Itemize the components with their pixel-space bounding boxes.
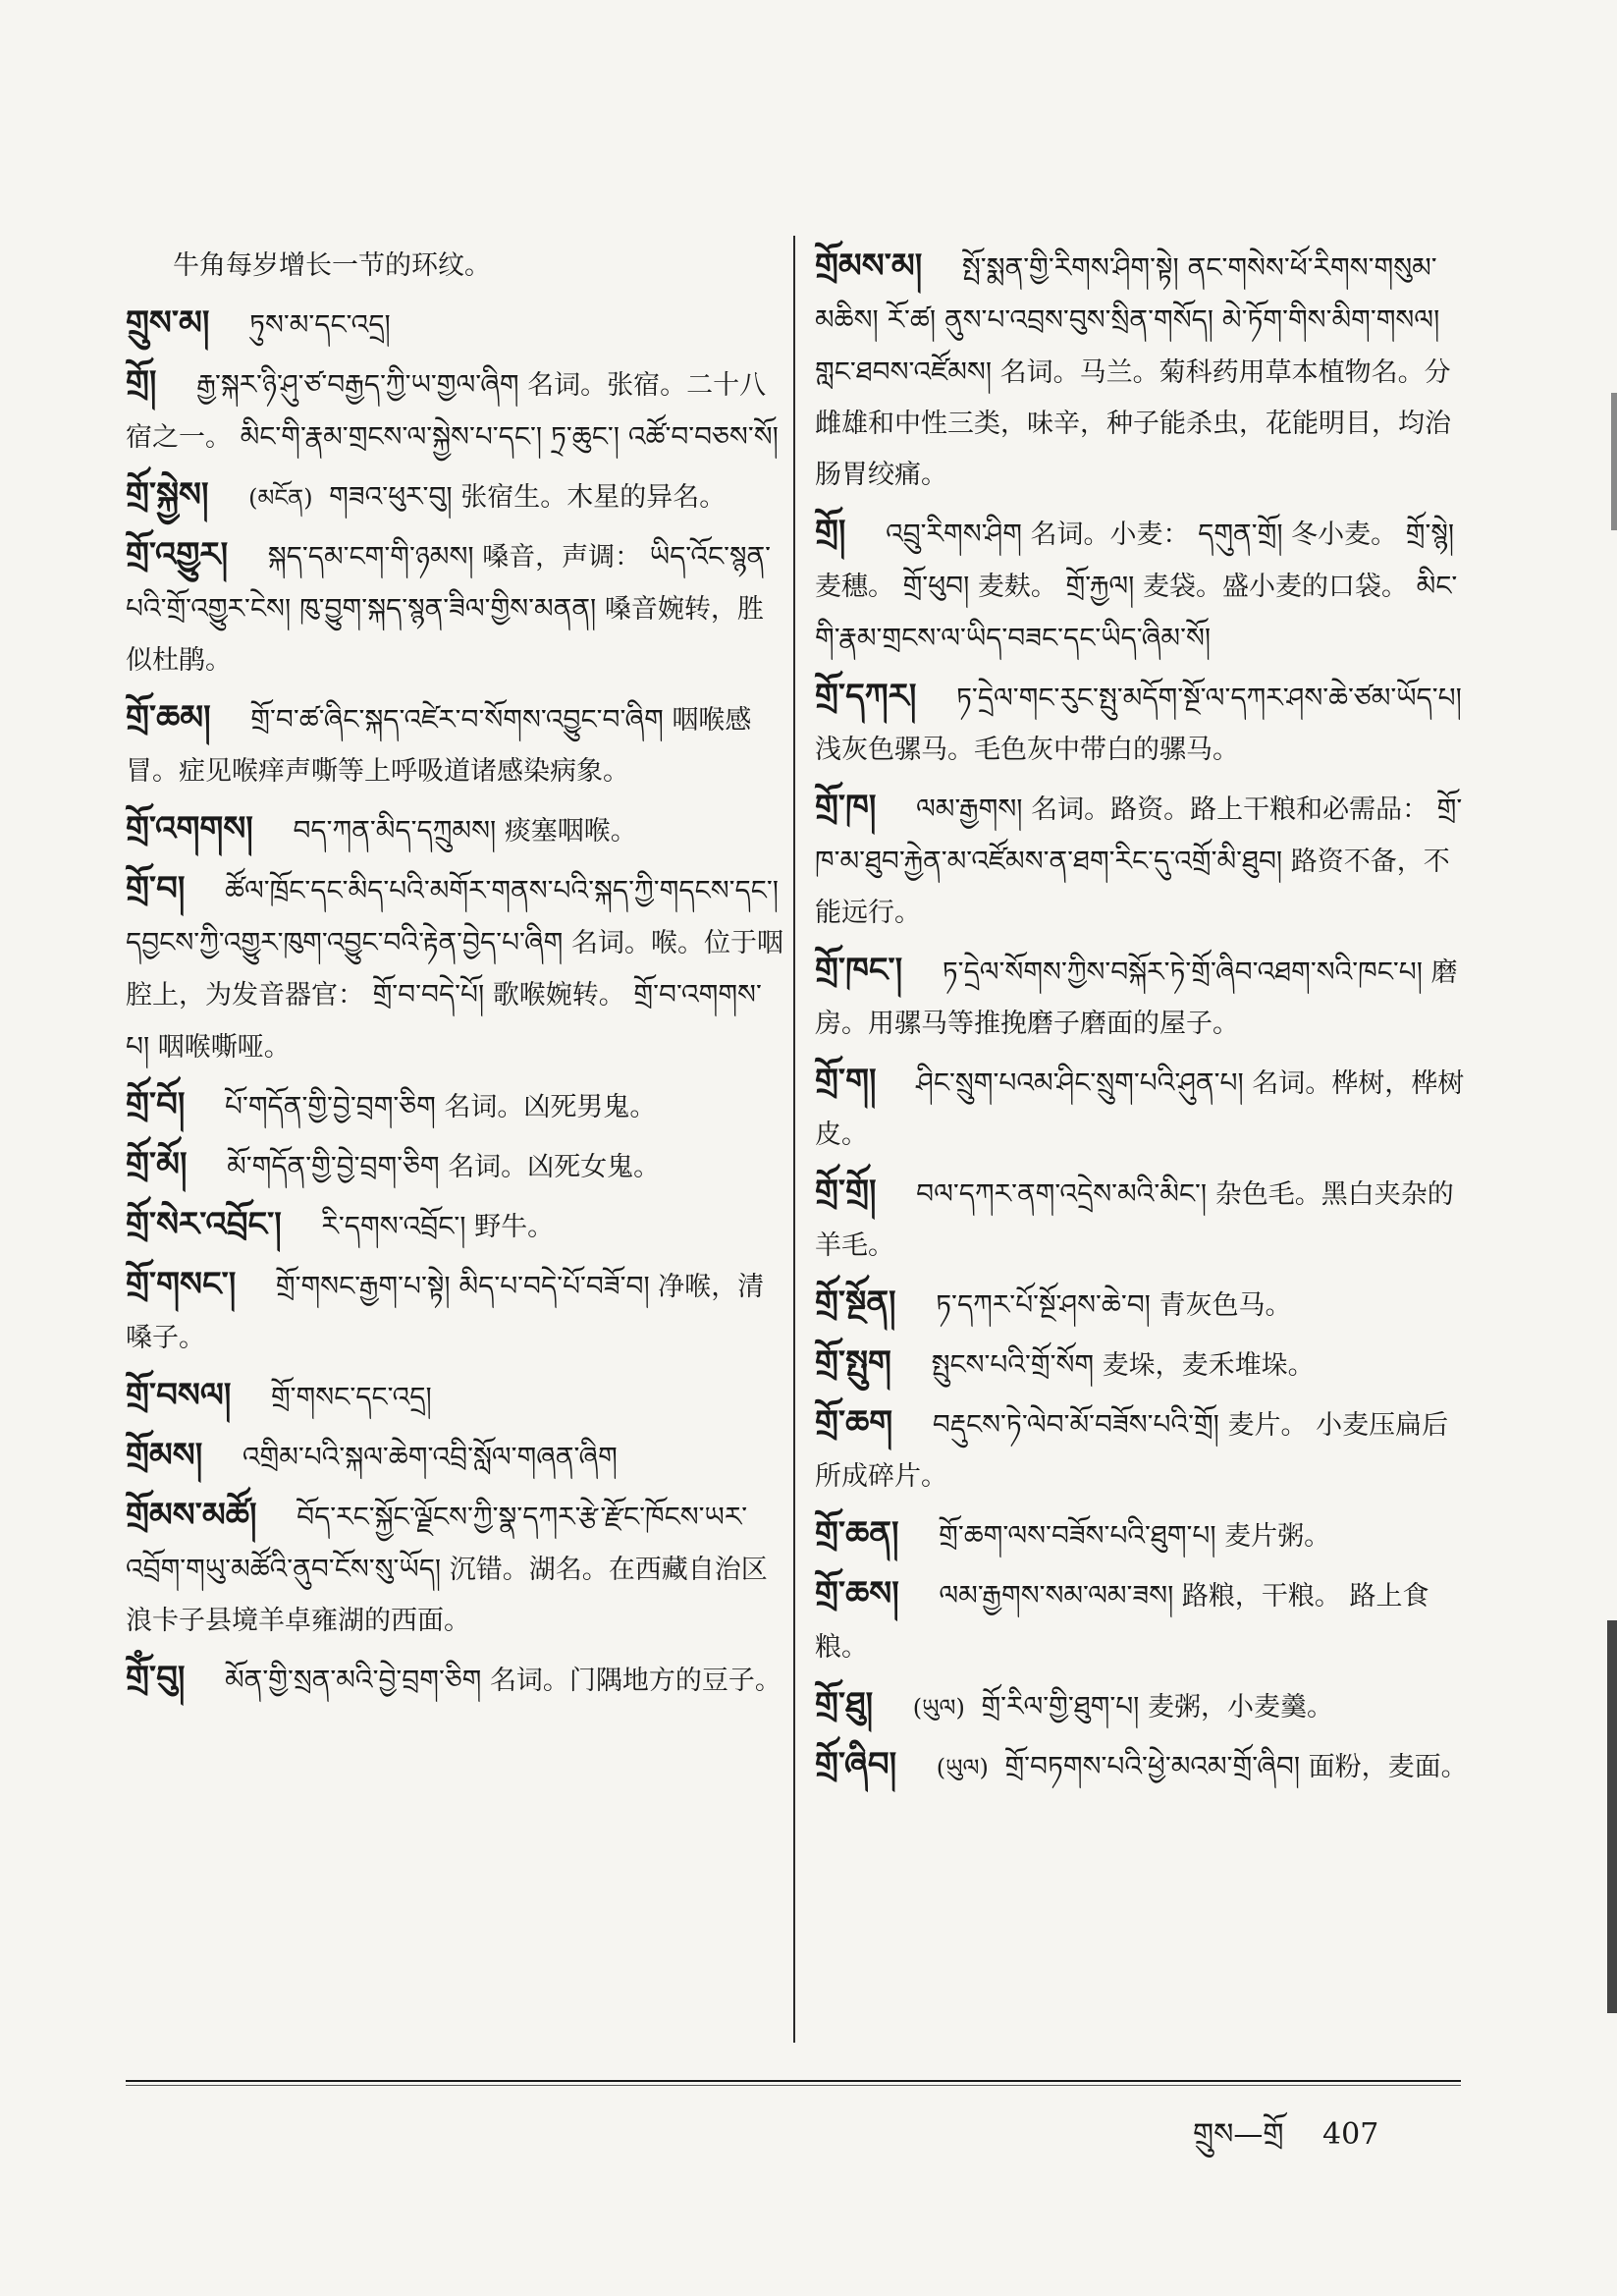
entry-headword: གྲོམས་མཚོ། [126,1496,257,1535]
footer-rule-thin [126,2085,1461,2086]
entry-headword: གྲོ། [815,513,846,552]
entry-headword: གྲོ་སྐྱེས། [126,475,209,515]
entry-definition-chinese: 麦片粥。 [1224,1521,1331,1552]
dictionary-entry [126,1079,783,1133]
entry-definition-chinese: 嗓音，声调： [482,542,642,573]
entry-definition-chinese: 麦粥，小麦羹。 [1147,1692,1333,1722]
entry-definition-tibetan: ལམ་རྒྱགས། [916,793,1023,825]
entry-definition-tibetan: ཏ་དྲེལ་གང་རུང་སྤུ་མདོག་སྔོ་ལ་དཀར་ཤས་ཆེ་ཙམ་ཡོད་པ། [956,682,1462,714]
entry-headword: གྲོ་ཆག [815,1403,893,1443]
entry-headword: གྲོ་འགྱུར། [126,535,229,574]
entry-headword: གྲོ་ཞིབ། [815,1745,897,1784]
entry-headword: གྲོ་གྲོ། [815,1173,877,1212]
dictionary-entry [126,1259,783,1364]
entry-definition-tibetan: གྲོ་གསང་རྒྱག་པ་སྟེ། མིད་པ་བདེ་པོ་བཟོ་བ། [275,1270,650,1302]
example-chinese: 咽喉嘶哑。 [157,1032,291,1063]
entry-definition-chinese: 杂色毛。黑白夹杂的羊毛。 [815,1179,1454,1261]
dictionary-entry [815,1568,1473,1673]
entry-headword: གྲོ་ག། [815,1062,877,1101]
entry-definition-tibetan: རི་དགས་འབྲོང་། [321,1210,466,1242]
entry-definition-chinese: 名词。凶死男鬼。 [444,1092,657,1122]
entry-headword: གྲོ་གསང་། [126,1265,237,1304]
page-footer [1193,2102,1378,2184]
dictionary-entry [126,298,783,352]
page-range: གྲུས—གྲོ [1193,2117,1284,2152]
entry-definition-chinese: 名词。路资。路上干粮和必需品： [1031,794,1429,825]
entry-definition-chinese: 路粮，干粮。 [1181,1581,1341,1612]
dictionary-entry [815,1056,1473,1161]
entry-definition-chinese: 名词。小麦： [1030,519,1190,550]
entry-definition-tibetan: ཤིང་སྲུག་པའམ་ཤིང་སྲུག་པའི་ཤུན་པ། [916,1066,1244,1099]
dictionary-entry [126,1370,783,1424]
dictionary-entry [815,782,1473,939]
entry-definition-tibetan: སྤོ་སྨན་གྱི་རིགས་ཤིག་སྟེ། ནང་གསེས་ཕོ་རིགས་གསུམ་མཆིས། རོ་ཚ། ནུས་པ་འབྲས་བུས་སྲིན་གསོད། མེ་ཏོག་གིས་མིག་གསལ། གླང་ཐབས་འཛོམས། [815,251,1440,388]
dictionary-entry [126,469,783,523]
dictionary-entry [815,1679,1473,1733]
entry-definition-chinese: 麦垛，麦禾堆垛。 [1102,1350,1315,1381]
entry-definition-tibetan: ལམ་རྒྱགས་སམ་ལམ་ཟས། [939,1579,1174,1612]
entry-continuation: 牛角每岁增长一节的环纹。 [173,250,491,281]
dictionary-entry [815,1397,1473,1503]
dictionary-entry [126,357,783,464]
entry-headword: གྲོ། [126,363,157,403]
column-divider [793,236,795,2043]
entry-definition-tibetan: བལ་དཀར་ནག་འདྲེས་མའི་མིང་། [916,1177,1208,1210]
entry-definition-chinese: 名词。张宿。二十八宿之一。 [126,370,767,453]
entry-definition-tibetan: ཏུས་མ་དང་འདྲ། [249,308,391,341]
usage-tag: (ཡུལ) [912,1694,965,1722]
example-chinese: 小麦压扁后所成碎片。 [815,1410,1449,1492]
dictionary-entry [126,692,783,797]
entry-definition-chinese: 名词。马兰。菊科药用草本植物名。分雌雄和中性三类，味辛，种子能杀虫，花能明目，均治肠胃绞痛。 [815,357,1451,490]
entry-headword: གྲོམས། [126,1436,203,1475]
entry-headword: གྲོ་སེར་འབྲོང་། [126,1205,282,1244]
entry-definition-tibetan: གྲོ་གསང་དང་འདྲ། [270,1381,432,1413]
entry-headword: གྲོ་སྤུག [815,1343,891,1383]
entry-headword: གྲོ་ཐུ། [815,1685,874,1724]
entry-definition-tibetan: སྤུངས་པའི་གྲོ་སོག [931,1348,1095,1381]
dictionary-entry [126,1430,783,1484]
entry-definition-chinese: 痰塞咽喉。 [504,816,637,847]
entry-headword: གྲོ་མོ། [126,1145,188,1184]
dictionary-entry [126,803,783,857]
dictionary-entry [815,671,1473,776]
entry-definition-tibetan: རྒྱ་སྐར་ཉི་ཤུ་ཙ་བརྒྱད་ཀྱི་ཡ་གྱལ་ཞིག [196,368,519,401]
entry-definition-tibetan: གྲོ་བཏགས་པའི་ཕྱེ་མའམ་གྲོ་ཞིབ། [1004,1750,1301,1782]
footer-rule [126,2080,1461,2082]
dictionary-entry [126,241,783,292]
entry-definition-chinese: 名词。桦树，桦树皮。 [815,1068,1465,1150]
entry-headword: གྲོ་དཀར། [815,677,917,716]
dictionary-entry [126,1490,783,1647]
entry-definition-chinese: 名词。喉。位于咽腔上，为发音器官： [126,928,783,1011]
example-tibetan: གྲོ་རྐྱལ། [1065,570,1135,602]
dictionary-entry [815,1167,1473,1272]
entry-headword: གྲོ་ཆན། [815,1514,899,1554]
entry-definition-chinese: 野牛。 [474,1212,555,1242]
entry-headword: གྲོཾ་བུ། [126,1659,186,1698]
entry-definition-tibetan: ཏ་དྲེལ་སོགས་ཀྱིས་བསྐོར་ཏེ་གྲོ་ཞིབ་འཐག་སའི་ཁང་པ། [942,956,1423,988]
entry-headword: གྲོ་ཆམ། [126,698,211,738]
left-column [126,241,783,1713]
entry-definition-chinese: 麦片。 [1227,1410,1308,1441]
example-tibetan: དགུན་གྲོ། [1198,518,1283,550]
entry-definition-tibetan: བརྡུངས་ཏེ་ལེབ་མོ་བཟོས་པའི་གྲོ། [932,1408,1219,1441]
entry-definition-tibetan: ཏ་དཀར་པོ་སྔོ་ཤས་ཆེ་བ། [936,1288,1151,1321]
example-tibetan: མིང་གི་རྣམ་གྲངས་ལ་སྐྱེས་པ་དང་། ཏྲ་ཆུང་། འཚོ་བ་བཅས་སོ། [240,420,779,453]
example-tibetan: ཡིད་འོང་སྙན་པའི་གྲོ་འགྱུར་ངེས། ཁུ་བྱུག་སྐད་སྙན་ཟིལ་གྱིས་མནན། [126,540,772,625]
dictionary-entry [815,507,1473,665]
example-tibetan: གྲོ་སྙེ། [1405,518,1455,550]
dictionary-entry [815,945,1473,1050]
usage-tag: (ཡུལ) [936,1754,989,1781]
dictionary-entry [815,1278,1473,1332]
entry-definition-chinese: 咽喉感冒。症见喉痒声嘶等上呼吸道诸感染病象。 [126,705,752,787]
entry-definition-chinese: 名词。门隅地方的豆子。 [489,1666,782,1696]
example-chinese: 嗓音婉转，胜似杜鹃。 [126,594,764,676]
entry-headword: གྲོ་ཆས། [815,1574,899,1613]
example-chinese: 麦穗。 [815,572,894,602]
entry-definition-chinese: 名词。凶死女鬼。 [448,1152,661,1182]
entry-headword: གྲོ་བོ། [126,1085,186,1124]
entry-definition-tibetan: བོད་རང་སྐྱོང་ལྗོངས་ཀྱི་སྣ་དཀར་རྩེ་རྫོང་ཁོངས་ཡར་འབྲོག་གཡུ་མཚོའི་ནུབ་ངོས་སུ་ཡོད། [126,1501,748,1585]
right-column [815,241,1473,1799]
entry-headword: གྲོ་བ། [126,869,186,908]
example-tibetan: མིང་གི་རྣམ་གྲངས་ལ་ཡིད་བཟང་དང་ཡིད་ཞིམ་སོ། [815,570,1458,654]
entry-definition-tibetan: འབྲུ་རིགས་ཤིག [886,518,1022,550]
entry-definition-tibetan: མོ་གདོན་གྱི་བྱེ་བྲག་ཅིག [227,1150,440,1182]
entry-definition-chinese: 青灰色马。 [1159,1290,1292,1321]
entry-definition-tibetan: གྲོ་བ་ཚ་ཞིང་སྐད་འཛེར་བ་སོགས་འབྱུང་བ་ཞིག [250,703,664,736]
entry-definition-tibetan: གཟའ་ཕུར་བུ། [329,480,453,513]
entry-headword: གྲོམས་མ། [815,246,923,286]
entry-headword: གྲུས་མ། [126,303,210,343]
entry-headword: གྲོ་འགགས། [126,809,253,848]
dictionary-entry [126,529,783,686]
entry-definition-tibetan: མོན་གྱི་སྲན་མའི་བྱེ་བྲག་ཅིག [225,1664,482,1696]
example-tibetan: གྲོ་བ་བདེ་པོ། [372,978,485,1011]
entry-definition-tibetan: བད་ཀན་མིད་དཀྲུམས། [293,814,497,847]
entry-definition-chinese: 张宿生。木星的异名。 [460,482,727,513]
entry-definition-tibetan: སྐད་དམ་ངག་གི་ཉམས། [267,540,474,573]
entry-definition-chinese: 磨房。用骡马等推挽磨子磨面的屋子。 [815,957,1458,1039]
entry-definition-tibetan: འགྲིམ་པའི་སྐལ་ཆེག་འབྲི་སློལ་གཞན་ཞིག [242,1441,618,1473]
entry-headword: གྲོ་སྔོན། [815,1284,896,1323]
dictionary-entry [815,1739,1473,1793]
example-chinese: 麦袋。盛小麦的口袋。 [1142,572,1408,602]
entry-definition-chinese: 沉错。湖名。在西藏自治区浪卡子县境羊卓雍湖的西面。 [126,1555,768,1636]
dictionary-entry [126,1139,783,1193]
entry-headword: གྲོ་ཁང་། [815,951,903,990]
entry-definition-tibetan: གྲོ་རིལ་གྱི་ཐུག་པ། [981,1690,1140,1722]
dictionary-entry [126,863,783,1073]
example-tibetan: གྲོ་བ་འགགས་པ། [126,978,762,1063]
page-number: 407 [1322,2117,1379,2152]
example-tibetan: གྲོ་ཕུབ། [902,570,970,602]
usage-tag: (མངོན) [248,484,313,512]
example-chinese: 路资不备，不能远行。 [815,847,1450,928]
entry-headword: གྲོ་བསལ། [126,1376,232,1415]
entry-definition-chinese: 浅灰色骡马。毛色灰中带白的骡马。 [815,735,1239,765]
dictionary-entry [815,1338,1473,1392]
entry-definition-chinese: 面粉，麦面。 [1308,1752,1468,1782]
example-tibetan: གྲོ་ཁ་མ་ཐུབ་རྐྱེན་མ་འཛོམས་ན་ཐག་རིང་དུ་འགྲོ་མི་ཐུབ། [815,793,1463,877]
example-chinese: 麦麸。 [977,572,1057,602]
example-chinese: 冬小麦。 [1291,519,1398,550]
dictionary-entry [815,241,1473,501]
entry-definition-tibetan: ཚོལ་ཁྲོང་དང་མིད་པའི་མགོར་གནས་པའི་སྐད་ཀྱི་གདངས་དང་། དབྱངས་ཀྱི་འགྱུར་ཁུག་འབྱུང་བའི་རྟེན་བྱེད་པ་ཞིག [126,874,779,958]
page-edge-tab [1611,393,1617,530]
entry-definition-tibetan: གྲོ་ཆག་ལས་བཟོས་པའི་ཐུག་པ། [939,1519,1216,1552]
entry-definition-chinese: 净喉，清嗓子。 [126,1272,765,1353]
entry-definition-tibetan: པོ་གདོན་གྱི་བྱེ་བྲག་ཅིག [225,1090,436,1122]
dictionary-entry [126,1199,783,1253]
dictionary-entry [815,1508,1473,1562]
example-chinese: 歌喉婉转。 [492,980,625,1011]
dictionary-entry [126,1653,783,1707]
page-edge-shadow [1607,1620,1617,2013]
entry-headword: གྲོ་ཁ། [815,788,877,827]
example-chinese: 路上食粮。 [815,1581,1429,1663]
